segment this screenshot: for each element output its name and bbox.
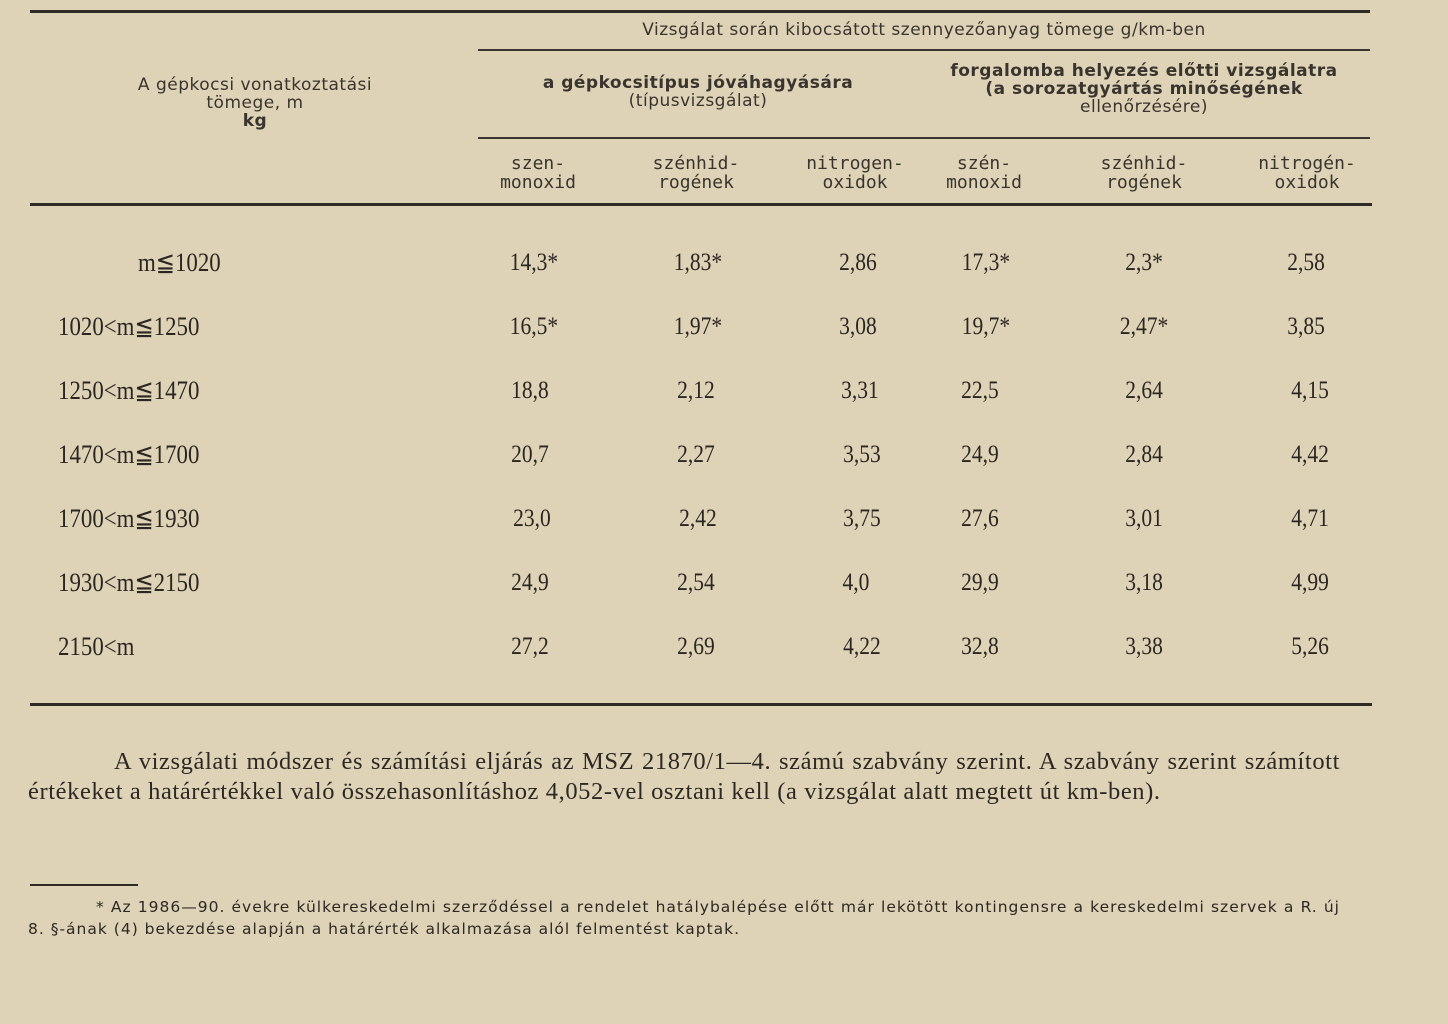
subheader-hc-a [636, 154, 756, 192]
value-nox-b: 4,71 [1291, 505, 1329, 532]
value-hc-a: 2,27 [677, 441, 715, 468]
value-co-a: 20,7 [511, 441, 549, 468]
subheader-line: nitrogén- [1258, 153, 1356, 174]
value-co-a: 14,3* [509, 249, 559, 276]
group-a-line: (típusvizsgálat) [628, 91, 768, 111]
subheader-line: nitrogen- [806, 153, 904, 174]
value-nox-b: 4,99 [1291, 569, 1329, 596]
value-co-b: 32,8 [961, 633, 999, 660]
group-b-line: ellenőrzésére) [1080, 97, 1208, 117]
value-nox-b: 5,26 [1291, 633, 1329, 660]
value-co-a: 24,9 [511, 569, 549, 596]
group-production-header [918, 62, 1370, 116]
method-text: A vizsgálati módszer és számítási eljárás az MSZ 21870/1—4. számú szabvány szerint. A szabvány szerint számított értékeket a határértékkel való összehasonlításhoz 4,052-vel osztani kell (a vizsgálat alatt megtett út km-ben). [28, 748, 1340, 805]
mass-range: 1470<m≦1700 [58, 440, 200, 469]
value-hc-b: 3,01 [1125, 505, 1163, 532]
value-co-b: 24,9 [961, 441, 999, 468]
mass-header-line: tömege, m [206, 93, 304, 113]
group-b-line: forgalomba helyezés előtti vizsgálatra [950, 61, 1338, 81]
table-row [0, 502, 1448, 542]
table-bottom-rule [30, 703, 1372, 706]
value-co-b: 27,6 [961, 505, 999, 532]
mass-column-header [60, 76, 450, 130]
value-nox-a: 3,08 [839, 313, 877, 340]
mass-header-line: kg [242, 111, 268, 131]
table-top-rule [30, 10, 1370, 13]
value-co-b: 19,7* [961, 313, 1011, 340]
footnote-separator [30, 884, 138, 886]
value-co-a: 27,2 [511, 633, 549, 660]
value-nox-a: 4,22 [843, 633, 881, 660]
mass-range: m≦1020 [138, 248, 221, 277]
group-type-approval-header [478, 74, 918, 110]
subheader-line: rogének [1106, 172, 1182, 193]
value-hc-b: 2,47* [1119, 313, 1169, 340]
subheader-hc-b [1084, 154, 1204, 192]
footnote [28, 896, 1340, 940]
value-nox-b: 3,85 [1287, 313, 1325, 340]
subheader-line: monoxid [946, 172, 1022, 193]
subheader-nox-a [790, 154, 920, 192]
header-bottom-rule [30, 203, 1372, 206]
subheader-nox-b [1240, 154, 1374, 192]
table-row [0, 438, 1448, 478]
subheader-line: szénhid- [652, 153, 740, 174]
value-nox-a: 3,53 [843, 441, 881, 468]
value-co-a: 16,5* [509, 313, 559, 340]
value-nox-b: 4,42 [1291, 441, 1329, 468]
value-nox-b: 4,15 [1291, 377, 1329, 404]
value-hc-b: 3,38 [1125, 633, 1163, 660]
value-hc-b: 3,18 [1125, 569, 1163, 596]
value-nox-b: 2,58 [1287, 249, 1325, 276]
group-a-line: a gépkocsitípus jóváhagyására [542, 73, 854, 93]
value-hc-a: 1,97* [673, 313, 723, 340]
header-sub-rule [478, 137, 1370, 139]
emission-header: Vizsgálat során kibocsátott szennyezőanyag tömege g/km-ben [642, 20, 1206, 40]
mass-range: 1930<m≦2150 [58, 568, 200, 597]
table-row [0, 310, 1448, 350]
value-hc-a: 2,69 [677, 633, 715, 660]
footnote-text: * Az 1986—90. évekre külkereskedelmi szerződéssel a rendelet hatálybalépése előtt már lekötött kontingensre a kereskedelmi szervek a R. új 8. §-ának (4) bekezdése alapján a határérték alkalmazása alól felmentést kaptak. [28, 898, 1340, 938]
value-co-b: 22,5 [961, 377, 999, 404]
header-group-rule [478, 49, 1370, 51]
value-nox-a: 3,75 [843, 505, 881, 532]
mass-range: 1020<m≦1250 [58, 312, 200, 341]
mass-header-line: A gépkocsi vonatkoztatási [137, 75, 373, 95]
subheader-co-b [924, 154, 1044, 192]
value-hc-a: 2,12 [677, 377, 715, 404]
subheader-co-a [478, 154, 598, 192]
group-b-line: (a sorozatgyártás minőségének [985, 79, 1303, 99]
value-hc-b: 2,64 [1125, 377, 1163, 404]
value-hc-a: 2,42 [679, 505, 717, 532]
subheader-line: rogének [658, 172, 734, 193]
value-hc-b: 2,3* [1125, 249, 1163, 276]
value-co-b: 17,3* [961, 249, 1011, 276]
subheader-line: szen- [510, 153, 566, 174]
value-hc-a: 2,54 [677, 569, 715, 596]
mass-range: 1250<m≦1470 [58, 376, 200, 405]
value-nox-a: 3,31 [841, 377, 879, 404]
value-co-b: 29,9 [961, 569, 999, 596]
table-row [0, 566, 1448, 606]
subheader-line: szén- [956, 153, 1012, 174]
subheader-line: oxidok [1274, 172, 1340, 193]
mass-range: 1700<m≦1930 [58, 504, 200, 533]
table-row [0, 246, 1448, 286]
subheader-line: monoxid [500, 172, 576, 193]
value-nox-a: 4,0 [842, 569, 870, 596]
value-co-a: 18,8 [511, 377, 549, 404]
table-row [0, 630, 1448, 670]
value-hc-b: 2,84 [1125, 441, 1163, 468]
mass-range: 2150<m [58, 632, 135, 661]
method-paragraph [28, 747, 1340, 807]
value-hc-a: 1,83* [673, 249, 723, 276]
table-row [0, 374, 1448, 414]
value-nox-a: 2,86 [839, 249, 877, 276]
value-co-a: 23,0 [513, 505, 551, 532]
subheader-line: szénhid- [1100, 153, 1188, 174]
subheader-line: oxidok [822, 172, 888, 193]
